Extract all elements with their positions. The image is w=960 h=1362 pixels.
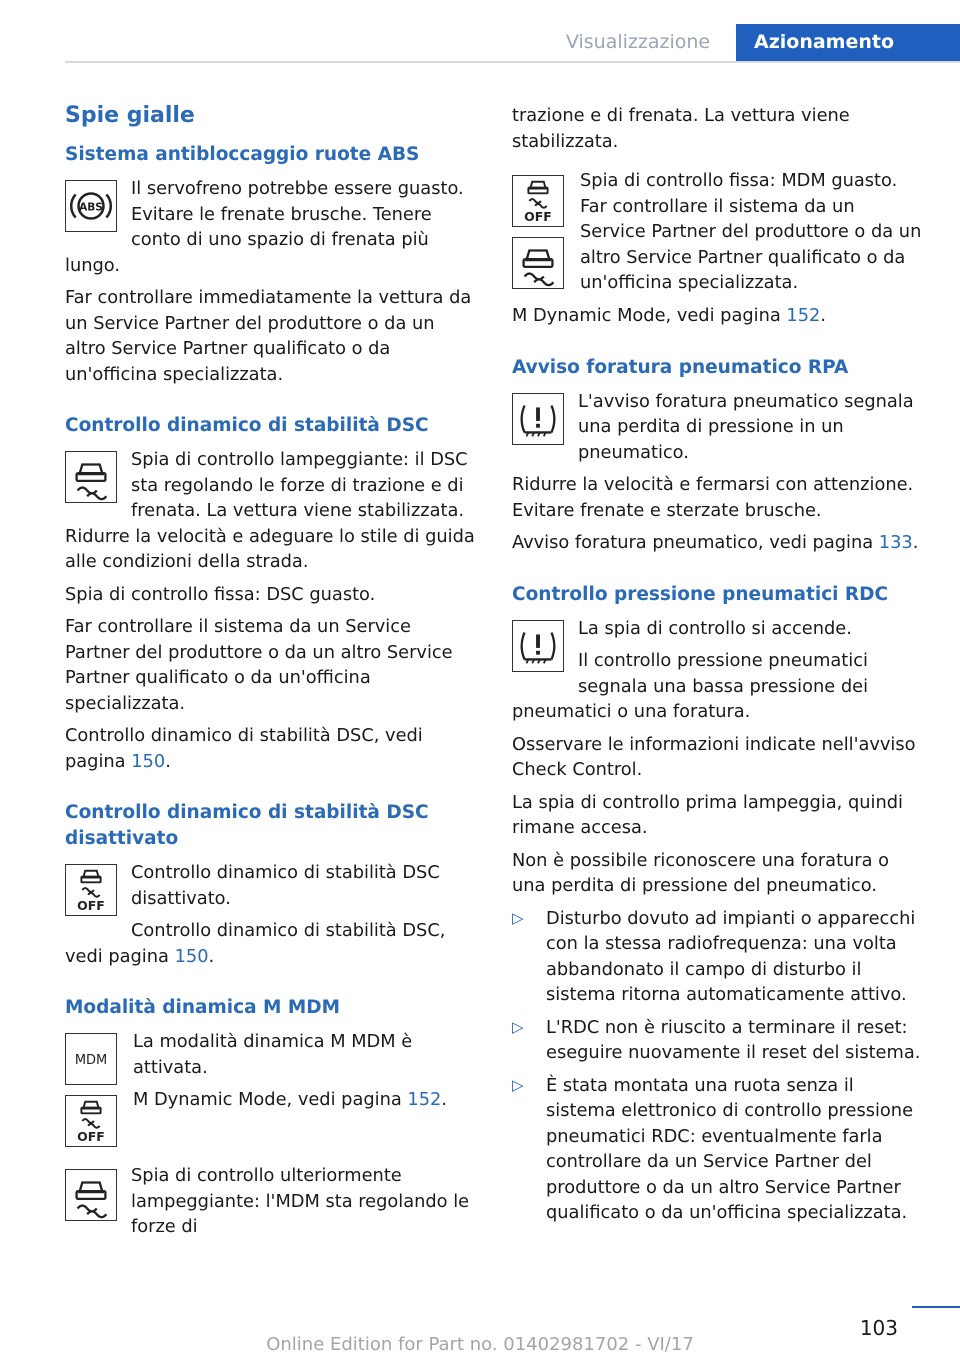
dsc-off-page-link[interactable]: 150 [174, 945, 209, 967]
tire-warning-icon [512, 393, 564, 445]
tab-visualizzazione[interactable]: Visualizzazione [565, 31, 711, 53]
rpa-text-1: L'avviso foratura pneumatico segnala una perdita di pressione in un pneumatico. [578, 390, 914, 463]
triangle-bullet-icon: ▷ [512, 908, 524, 927]
dsc-page-link[interactable]: 150 [131, 750, 166, 772]
mdm-icon-stack [65, 1033, 119, 1157]
mdm-right-off-icon [512, 175, 564, 227]
mdm-right-icon-stack [512, 175, 566, 299]
left-column [65, 95, 477, 1247]
rdc-heading: Controllo pressione pneumatici RDC [512, 583, 889, 605]
rdc-text-3: Osservare le informazioni indicate nell'avviso Check Control. [512, 733, 916, 780]
list-item: ▷ Disturbo dovuto ad impianti o apparecchi con la stessa radiofrequenza: una volta abbandonato il campo di disturbo il sistema ritorna automaticamente attivo. [512, 907, 916, 1005]
abs-text-1: Il servofreno potrebbe essere guasto. Evitare le frenate brusche. Tenere conto di uno spazio di frenata più lungo. [65, 178, 464, 276]
footer-rule [912, 1306, 960, 1308]
mdm-text-3: Spia di controllo ulteriormente lampeggiante: l'MDM sta regolando le forze di [131, 1165, 470, 1237]
rdc-text-1: La spia di controllo si accende. [578, 617, 852, 639]
dsc-off-text-1: Controllo dinamico di stabilità DSC disattivato. [131, 862, 440, 909]
section-title: Spie gialle [65, 103, 195, 128]
header-rule [65, 61, 960, 63]
abs-text-2: Far controllare immediatamente la vettura da un Service Partner del produttore o da un altro Service Partner qualificato o da un'officina specializzata. [65, 287, 472, 385]
mdm-skid-icon [65, 1169, 117, 1221]
dsc-text-1: Spia di controllo lampeggiante: il DSC sta regolando le forze di trazione e di frenata. La vettura viene stabilizzata. Ridurre la velocità e adeguare lo stile di guida alle condizioni della strada. [65, 449, 475, 572]
tab-azionamento[interactable]: Azionamento [736, 24, 960, 61]
dsc-heading: Controllo dinamico di stabilità DSC [65, 415, 429, 436]
rpa-text-3: Avviso foratura pneumatico, vedi pagina 133. [512, 532, 919, 553]
mdm-text-1: La modalità dinamica M MDM è attivata. [133, 1031, 413, 1078]
dsc-off-heading: Controllo dinamico di stabilità DSC disattivato [65, 802, 429, 849]
dsc-text-3: Far controllare il sistema da un Service Partner del produttore o da un altro Service Partner qualificato o da un'officina specializzata. [65, 616, 453, 714]
mdm-right-skid-icon [512, 237, 564, 289]
triangle-bullet-icon: ▷ [512, 1017, 524, 1036]
mdm-right-page-link[interactable]: 152 [786, 305, 821, 326]
mdm-heading: Modalità dinamica M MDM [65, 997, 341, 1018]
mdm-text-2: M Dynamic Mode, vedi pagina 152. [133, 1089, 447, 1110]
mdm-icon [65, 1033, 117, 1085]
rpa-page-link[interactable]: 133 [878, 532, 913, 553]
mdm-icon-text: MDM [74, 1052, 108, 1068]
right-column [512, 95, 924, 1233]
edition-footer: Online Edition for Part no. 01402981702 - VI/17 [266, 1334, 694, 1355]
list-item: ▷ L'RDC non è riuscito a terminare il reset: eseguire nuovamente il reset del sistema. [512, 1016, 921, 1063]
mdm-page-link[interactable]: 152 [407, 1089, 442, 1110]
tire-pressure-icon [512, 620, 564, 672]
mdm-text-5: M Dynamic Mode, vedi pagina 152. [512, 305, 826, 326]
triangle-bullet-icon: ▷ [512, 1075, 524, 1094]
rpa-text-2: Ridurre la velocità e fermarsi con attenzione. Evitare frenate e sterzate brusche. [512, 474, 914, 521]
mdm-right-off-icon-text: OFF [524, 209, 552, 225]
abs-icon-text: ABS [79, 201, 103, 214]
rdc-text-2: Il controllo pressione pneumatici segnala una bassa pressione dei pneumatici o una foratura. [512, 650, 869, 722]
page-number: 103 [859, 1316, 898, 1340]
dsc-off-text-2: Controllo dinamico di stabilità DSC, vedi pagina 150. [65, 920, 446, 967]
mdm-off-icon-text: OFF [77, 1129, 105, 1145]
rdc-text-5: Non è possibile riconoscere una foratura o una perdita di pressione del pneumatico. [512, 849, 890, 896]
abs-warning-icon [65, 180, 117, 232]
list-item: ▷ È stata montata una ruota senza il sistema elettronico di controllo pressione pneumatici RDC: eventualmente farla controllare da un Service Partner del produttore o da un altro Service Partner qualificato o da un'officina specializzata. [512, 1074, 914, 1223]
abs-heading: Sistema antibloccaggio ruote ABS [65, 144, 420, 165]
mdm-cont-text: trazione e di frenata. La vettura viene stabilizzata. [512, 105, 850, 152]
rdc-text-4: La spia di controllo prima lampeggia, quindi rimane accesa. [512, 791, 903, 838]
dsc-text-2: Spia di controllo fissa: DSC guasto. [65, 583, 376, 605]
rdc-bullet-list [512, 906, 924, 1226]
rpa-heading: Avviso foratura pneumatico RPA [512, 356, 849, 378]
dsc-text-4: Controllo dinamico di stabilità DSC, vedi pagina 150. [65, 725, 423, 772]
dsc-off-icon [65, 864, 117, 916]
mdm-text-4: Spia di controllo fissa: MDM guasto. Far controllare il sistema da un Service Partner del produttore o da un altro Service Partner qualificato o da un'officina specializzata. [580, 170, 922, 293]
off-icon-text: OFF [77, 898, 105, 914]
mdm-off-icon [65, 1095, 117, 1147]
dsc-skid-icon [65, 451, 117, 503]
